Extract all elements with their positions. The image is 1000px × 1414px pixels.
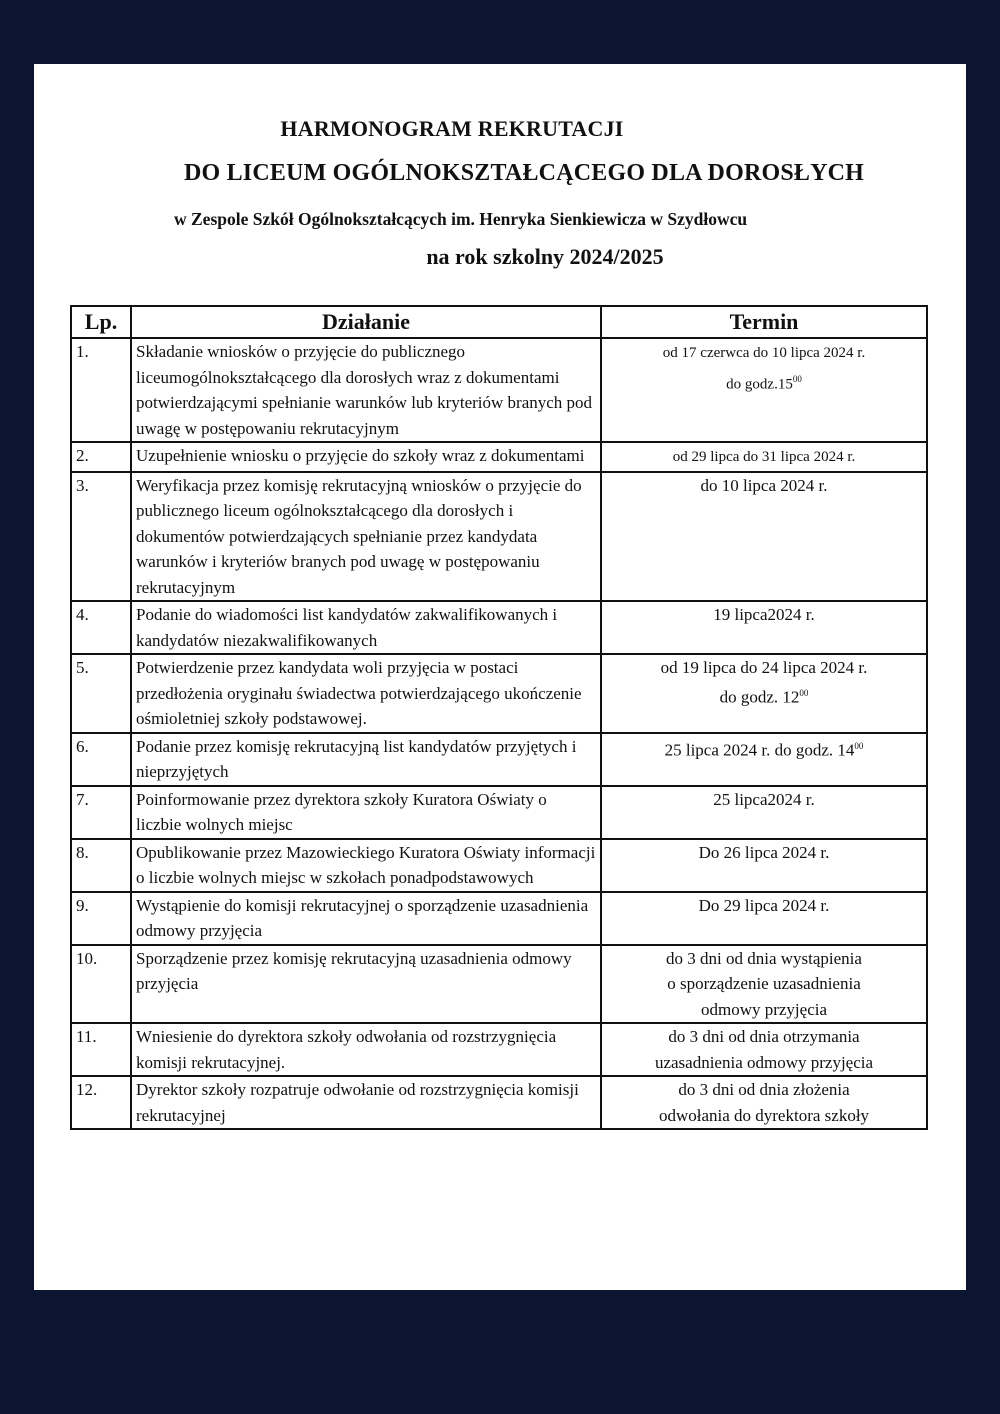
- document-page: [34, 64, 966, 1290]
- schedule-table: [70, 305, 928, 1130]
- time-superscript: 00: [792, 373, 802, 384]
- row-term: [601, 601, 927, 654]
- row-action: Uzupełnienie wniosku o przyjęcie do szkoły wraz z dokumentami: [131, 442, 601, 472]
- row-action: Składanie wniosków o przyjęcie do publicznego liceumogólnokształcącego dla dorosłych wraz z dokumentami potwierdzającymi spełnianie warunków lub kryteriów branych pod uwagę w postępowaniu rekrutacyjnym: [131, 338, 601, 442]
- table-row: [71, 839, 927, 892]
- row-term: [601, 338, 927, 442]
- table-row: [71, 892, 927, 945]
- row-action: Podanie do wiadomości list kandydatów zakwalifikowanych i kandydatów niezakwalifikowanych: [131, 601, 601, 654]
- row-number: 5.: [71, 654, 131, 733]
- term-line: [606, 473, 922, 499]
- term-text: do 3 dni od dnia wystąpienia: [666, 948, 862, 968]
- row-action: Dyrektor szkoły rozpatruje odwołanie od rozstrzygnięcia komisji rekrutacyjnej: [131, 1076, 601, 1129]
- table-row: [71, 1023, 927, 1076]
- time-superscript: 00: [799, 687, 809, 698]
- term-line: [606, 681, 922, 710]
- row-number: 11.: [71, 1023, 131, 1076]
- row-action: Opublikowanie przez Mazowieckiego Kuratora Oświaty informacji o liczbie wolnych miejsc w szkołach ponadpodstawowych: [131, 839, 601, 892]
- title-line-3: w Zespole Szkół Ogólnokształcących im. Henryka Sienkiewicza w Szydłowcu: [174, 209, 748, 229]
- term-line: [606, 367, 922, 398]
- term-text: 25 lipca2024 r.: [713, 789, 815, 809]
- term-line: [606, 443, 922, 471]
- term-text: do 10 lipca 2024 r.: [700, 475, 828, 495]
- row-term: [601, 1023, 927, 1076]
- term-line: [606, 946, 922, 972]
- table-row: [71, 786, 927, 839]
- header-action: Działanie: [131, 306, 601, 338]
- row-action: Sporządzenie przez komisję rekrutacyjną uzasadnienia odmowy przyjęcia: [131, 945, 601, 1024]
- row-number: 9.: [71, 892, 131, 945]
- term-text: 19 lipca2024 r.: [713, 605, 815, 624]
- row-term: [601, 472, 927, 602]
- term-text: odmowy przyjęcia: [700, 999, 828, 1019]
- term-line: [606, 339, 922, 367]
- time-superscript: 00: [854, 740, 864, 751]
- title-line-4: na rok szkolny 2024/2025: [426, 244, 664, 269]
- header-term: Termin: [601, 306, 927, 338]
- term-text: do 3 dni od dnia otrzymania: [668, 1027, 860, 1046]
- term-text: do 3 dni od dnia złożenia: [678, 1080, 850, 1099]
- term-text: od 29 lipca do 31 lipca 2024 r.: [672, 449, 856, 465]
- row-term: [601, 733, 927, 786]
- row-number: 12.: [71, 1076, 131, 1129]
- row-number: 3.: [71, 472, 131, 602]
- row-term: [601, 1076, 927, 1129]
- row-action: Potwierdzenie przez kandydata woli przyjęcia w postaci przedłożenia oryginału świadectwa potwierdzającego ukończenie ośmioletniej szkoły podstawowej.: [131, 654, 601, 733]
- table-row: [71, 654, 927, 733]
- term-line: [606, 997, 922, 1023]
- row-term: [601, 786, 927, 839]
- header-lp: Lp.: [71, 306, 131, 338]
- row-number: 8.: [71, 839, 131, 892]
- term-text: Do 26 lipca 2024 r.: [698, 842, 830, 862]
- term-line: [606, 655, 922, 681]
- term-text: o sporządzenie uzasadnienia: [667, 974, 861, 993]
- term-line: [606, 893, 922, 919]
- row-term: [601, 654, 927, 733]
- table-row: [71, 733, 927, 786]
- term-text: od 17 czerwca do 10 lipca 2024 r.: [662, 345, 866, 361]
- term-line: [606, 971, 922, 997]
- term-line: [606, 1024, 922, 1050]
- table-row: [71, 1076, 927, 1129]
- row-number: 10.: [71, 945, 131, 1024]
- table-header-row: [71, 306, 927, 338]
- row-number: 1.: [71, 338, 131, 442]
- row-action: Wystąpienie do komisji rekrutacyjnej o sporządzenie uzasadnienia odmowy przyjęcia: [131, 892, 601, 945]
- term-line: [606, 1050, 922, 1076]
- title-line-2: DO LICEUM OGÓLNOKSZTAŁCĄCEGO DLA DOROSŁYCH: [184, 160, 865, 186]
- term-text: odwołania do dyrektora szkoły: [658, 1105, 870, 1125]
- term-line: [606, 602, 922, 628]
- row-term: [601, 945, 927, 1024]
- table-row: [71, 338, 927, 442]
- row-action: Wniesienie do dyrektora szkoły odwołania od rozstrzygnięcia komisji rekrutacyjnej.: [131, 1023, 601, 1076]
- row-action: Poinformowanie przez dyrektora szkoły Kuratora Oświaty o liczbie wolnych miejsc: [131, 786, 601, 839]
- table-row: [71, 472, 927, 602]
- table-row: [71, 442, 927, 472]
- term-line: [606, 840, 922, 866]
- term-text: od 19 lipca do 24 lipca 2024 r.: [660, 658, 868, 677]
- row-term: [601, 839, 927, 892]
- term-text: do godz.15: [726, 376, 793, 393]
- term-line: [606, 734, 922, 763]
- term-line: [606, 1077, 922, 1103]
- row-number: 7.: [71, 786, 131, 839]
- table-row: [71, 945, 927, 1024]
- row-number: 4.: [71, 601, 131, 654]
- row-action: Weryfikacja przez komisję rekrutacyjną wniosków o przyjęcie do publicznego liceum ogólnokształcącego dla dorosłych i dokumentów potwierdzających spełnianie przez kandydata warunków i kryteriów branych pod uwagę w postępowaniu rekrutacyjnym: [131, 472, 601, 602]
- term-line: [606, 787, 922, 813]
- term-text: Do 29 lipca 2024 r.: [698, 895, 830, 915]
- row-number: 2.: [71, 442, 131, 472]
- row-number: 6.: [71, 733, 131, 786]
- term-text: do godz. 12: [719, 687, 800, 707]
- row-action: Podanie przez komisję rekrutacyjną list kandydatów przyjętych i nieprzyjętych: [131, 733, 601, 786]
- term-line: [606, 1103, 922, 1129]
- table-row: [71, 601, 927, 654]
- term-text: 25 lipca 2024 r. do godz. 14: [664, 740, 855, 760]
- title-line-1: HARMONOGRAM REKRUTACJI: [280, 116, 624, 141]
- row-term: [601, 892, 927, 945]
- row-term: [601, 442, 927, 472]
- table-body: [71, 338, 927, 1129]
- term-text: uzasadnienia odmowy przyjęcia: [654, 1052, 874, 1072]
